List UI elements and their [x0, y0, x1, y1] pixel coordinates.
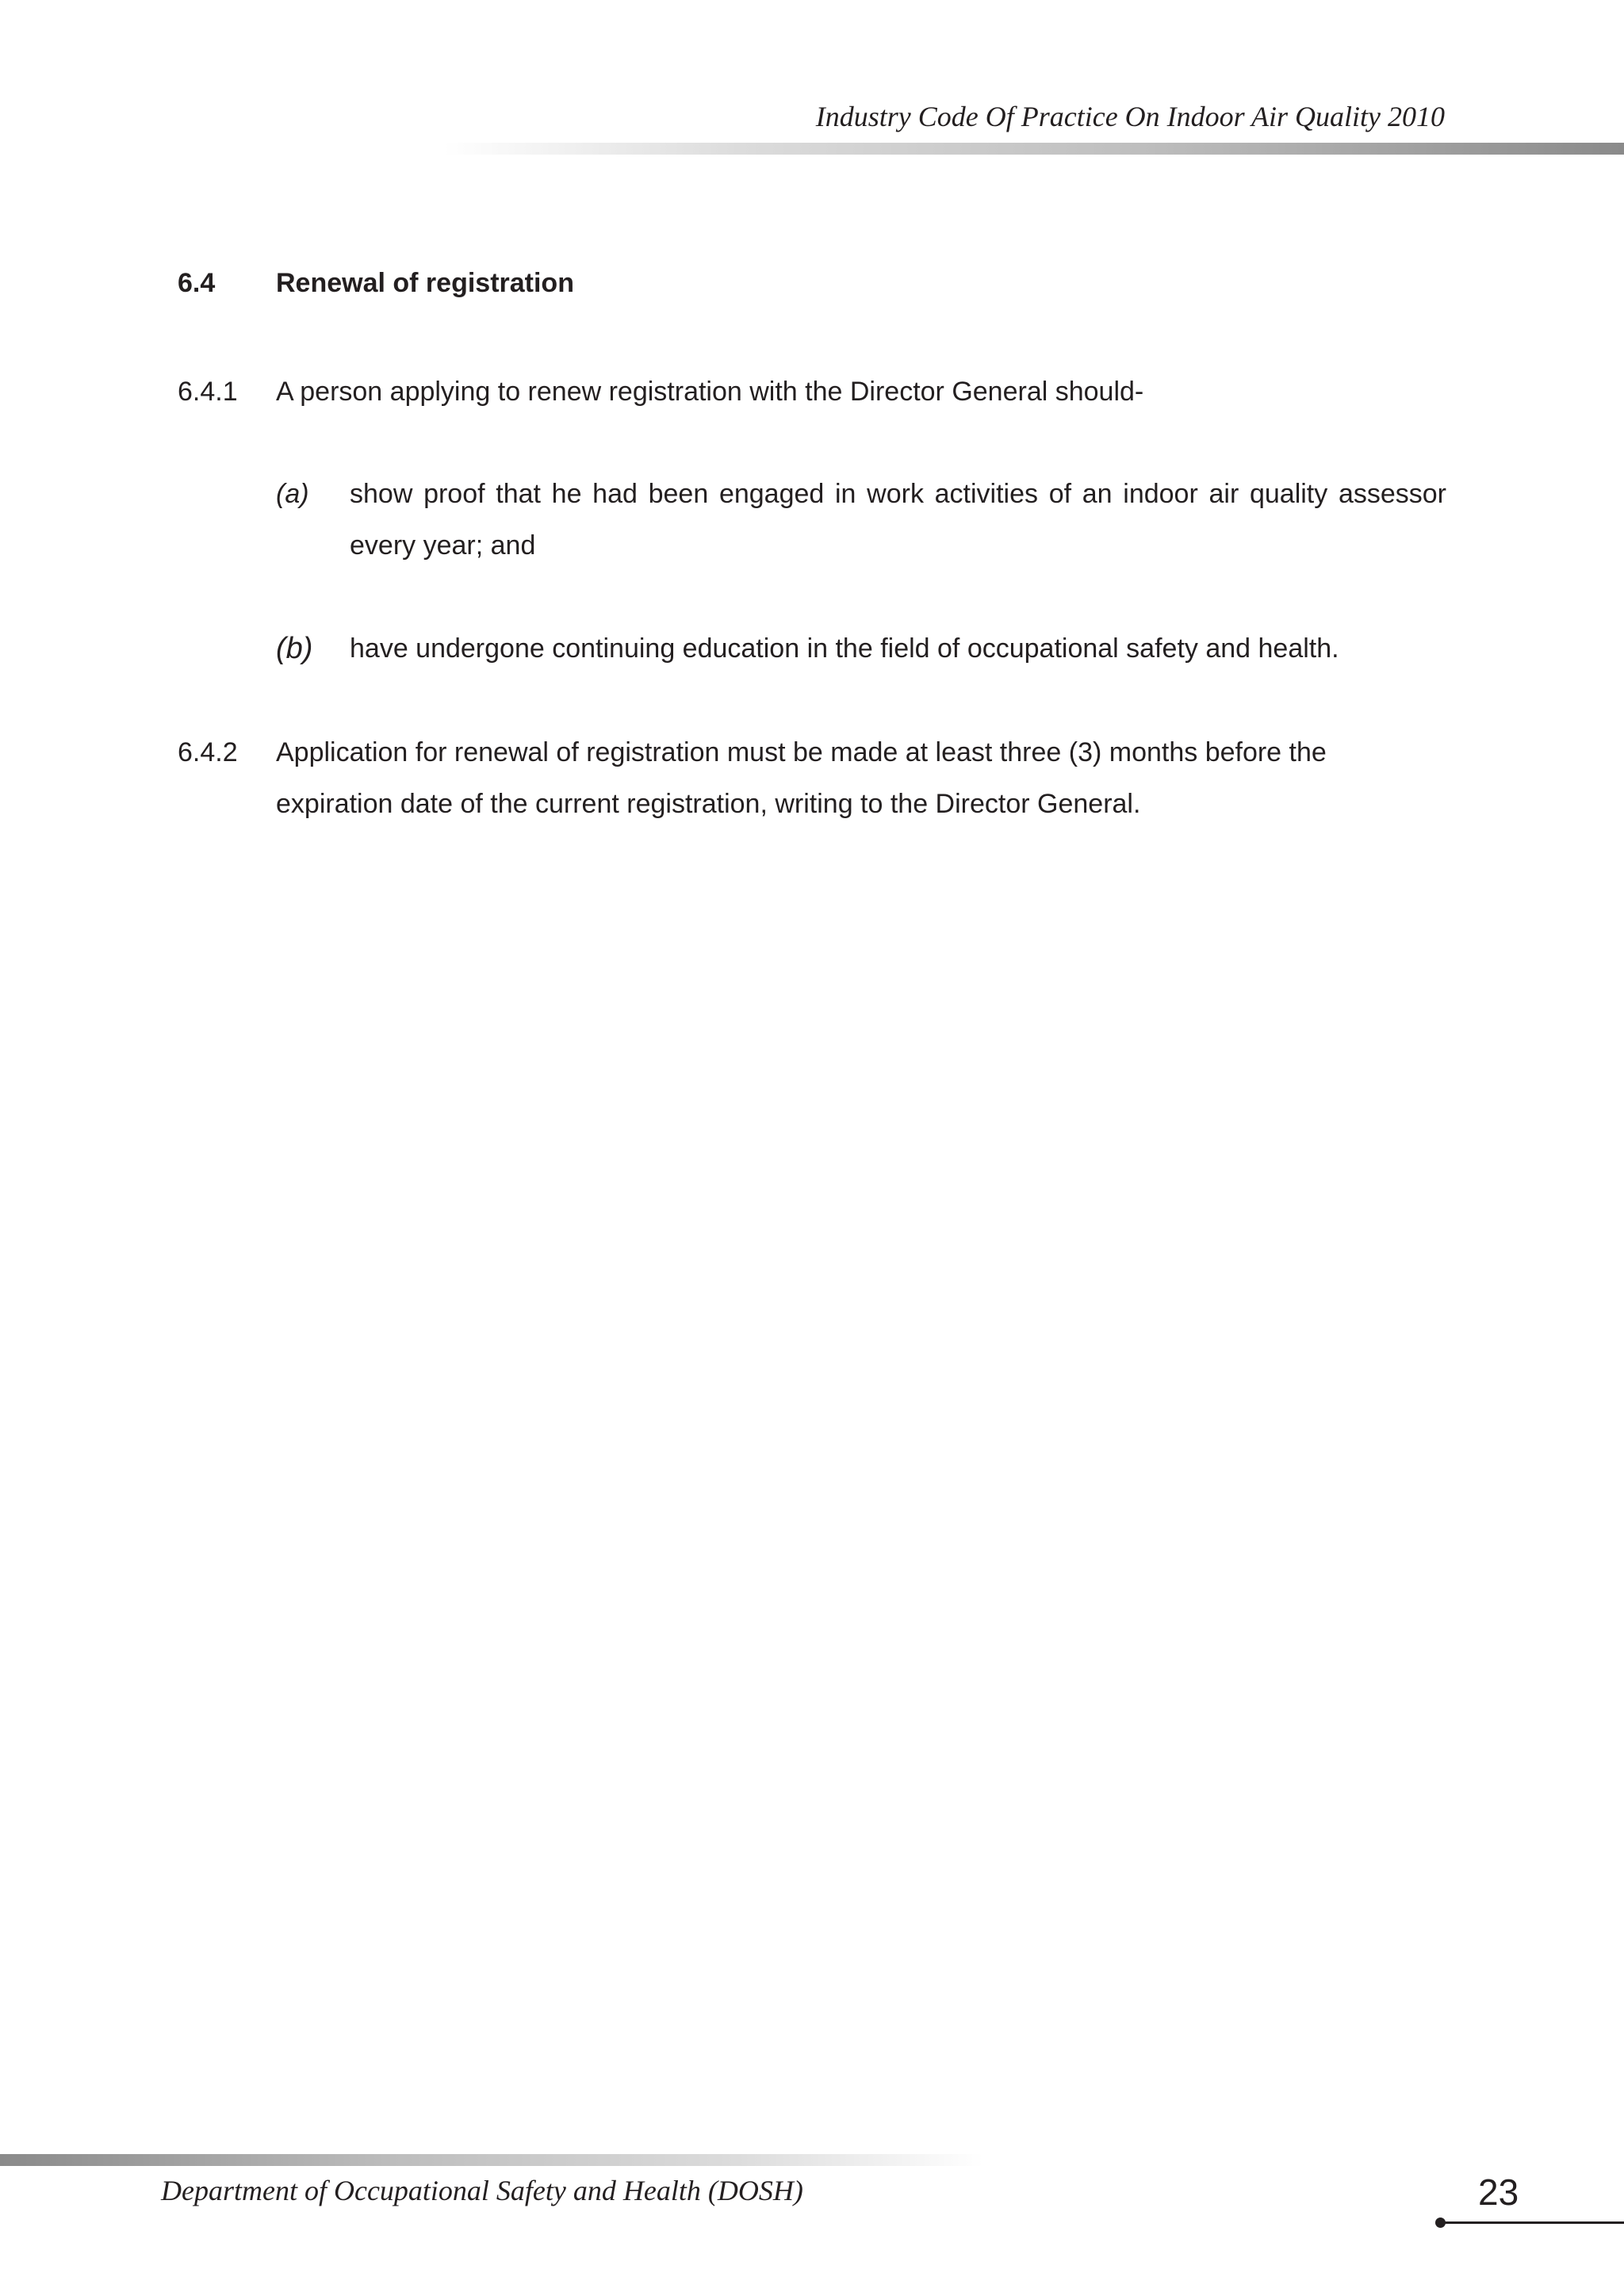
- list-item-a: [276, 469, 1446, 572]
- page-number-rule: [1442, 2221, 1624, 2224]
- paragraph-6-4-1: [178, 366, 1446, 418]
- list-marker: (a): [276, 479, 309, 509]
- list-item-b: [276, 623, 1446, 675]
- header-gradient-rule: [444, 143, 1624, 155]
- list-item-text: have undergone continuing education in the field of occupational safety and health.: [350, 633, 1339, 664]
- running-header-title: Industry Code Of Practice On Indoor Air Quality 2010: [815, 101, 1445, 132]
- footer-gradient-rule: [0, 2154, 983, 2166]
- section-number: 6.4: [178, 268, 216, 298]
- section-title: Renewal of registration: [276, 268, 574, 298]
- page-number: 23: [1478, 2172, 1519, 2213]
- list-item-text: show proof that he had been engaged in work activities of an indoor air quality assessor every year; and: [350, 479, 1446, 561]
- paragraph-number: 6.4.2: [178, 737, 238, 767]
- paragraph-text: Application for renewal of registration must be made at least three (3) months before the expiration date of the current registration, writing to the Director General.: [276, 737, 1327, 819]
- footer-organization: Department of Occupational Safety and Health (DOSH): [161, 2175, 803, 2206]
- section-heading: [178, 268, 574, 299]
- paragraph-text: A person applying to renew registration with the Director General should-: [276, 377, 1144, 407]
- paragraph-number: 6.4.1: [178, 377, 238, 407]
- list-marker: (b): [276, 632, 313, 665]
- paragraph-6-4-2: [178, 727, 1383, 830]
